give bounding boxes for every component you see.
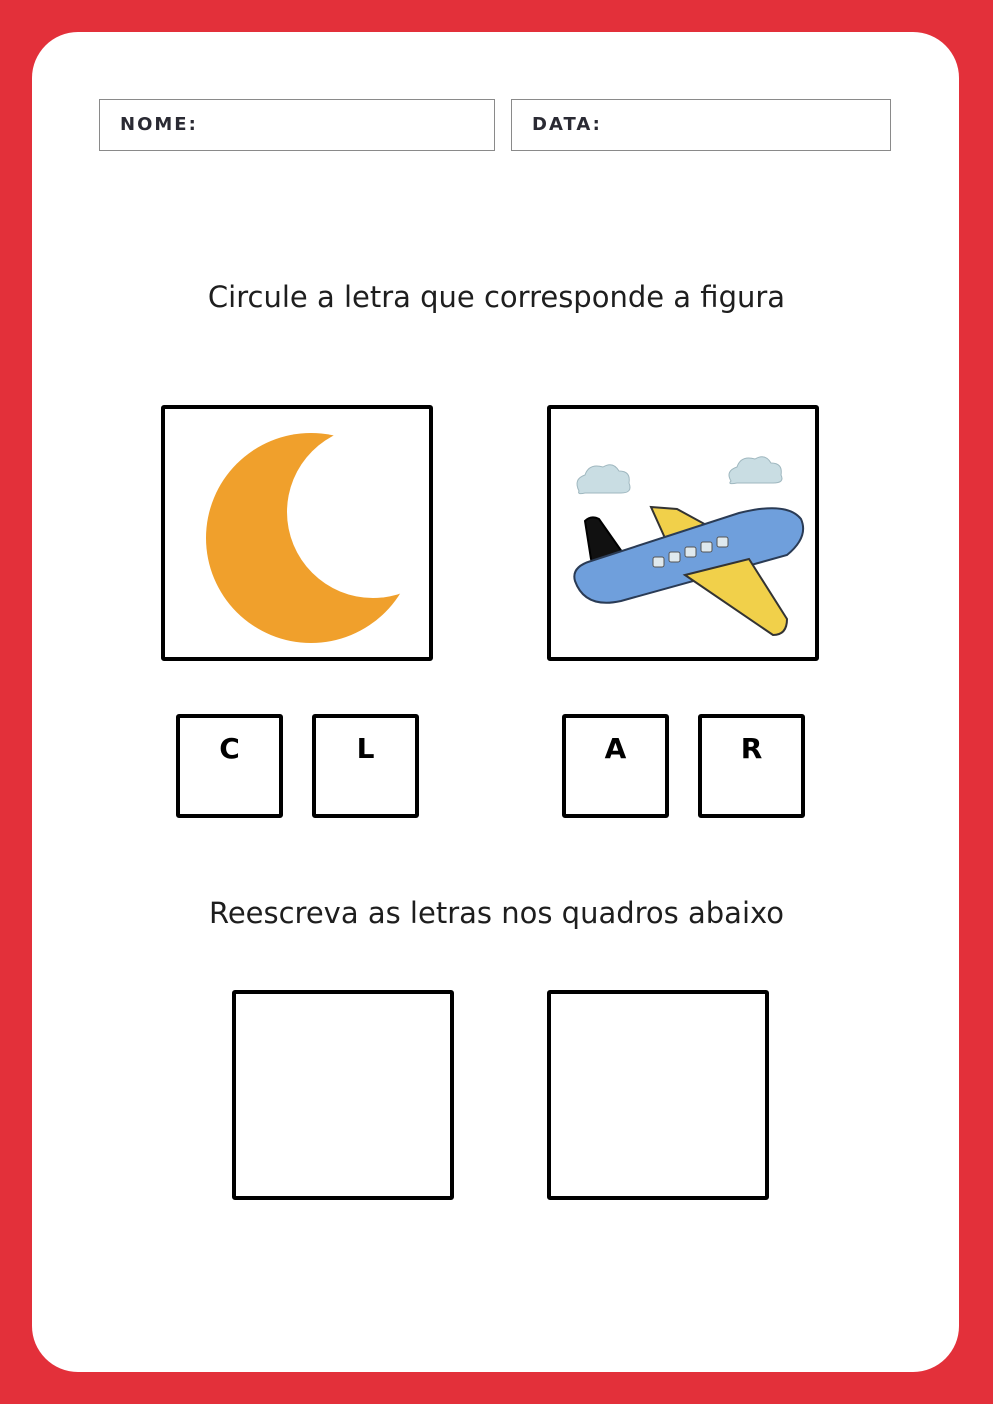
letter-option: R [740, 732, 763, 765]
answer-box-1[interactable] [232, 990, 454, 1200]
circle-instruction: Circule a letra que corresponde a figura [207, 280, 786, 314]
letter-box-r[interactable] [698, 714, 805, 818]
answer-box-2[interactable] [547, 990, 769, 1200]
worksheet-page [32, 32, 959, 1372]
cloud-right-icon [729, 457, 782, 484]
date-label: DATA: [532, 114, 602, 135]
date-field[interactable] [511, 99, 891, 151]
airplane-icon [551, 409, 815, 657]
wing-bottom-icon [685, 559, 787, 635]
letter-box-a[interactable] [562, 714, 669, 818]
name-label: NOME: [120, 114, 198, 135]
letter-box-c[interactable] [176, 714, 283, 818]
letter-option: L [356, 732, 375, 765]
rewrite-instruction: Reescreva as letras nos quadros abaixo [208, 896, 785, 930]
letter-option: C [219, 732, 240, 765]
letter-option: A [604, 732, 627, 765]
picture-box-moon [161, 405, 433, 661]
cloud-left-icon [577, 465, 630, 494]
name-field[interactable] [99, 99, 495, 151]
letter-box-l[interactable] [312, 714, 419, 818]
moon-icon [165, 409, 429, 657]
picture-box-airplane [547, 405, 819, 661]
